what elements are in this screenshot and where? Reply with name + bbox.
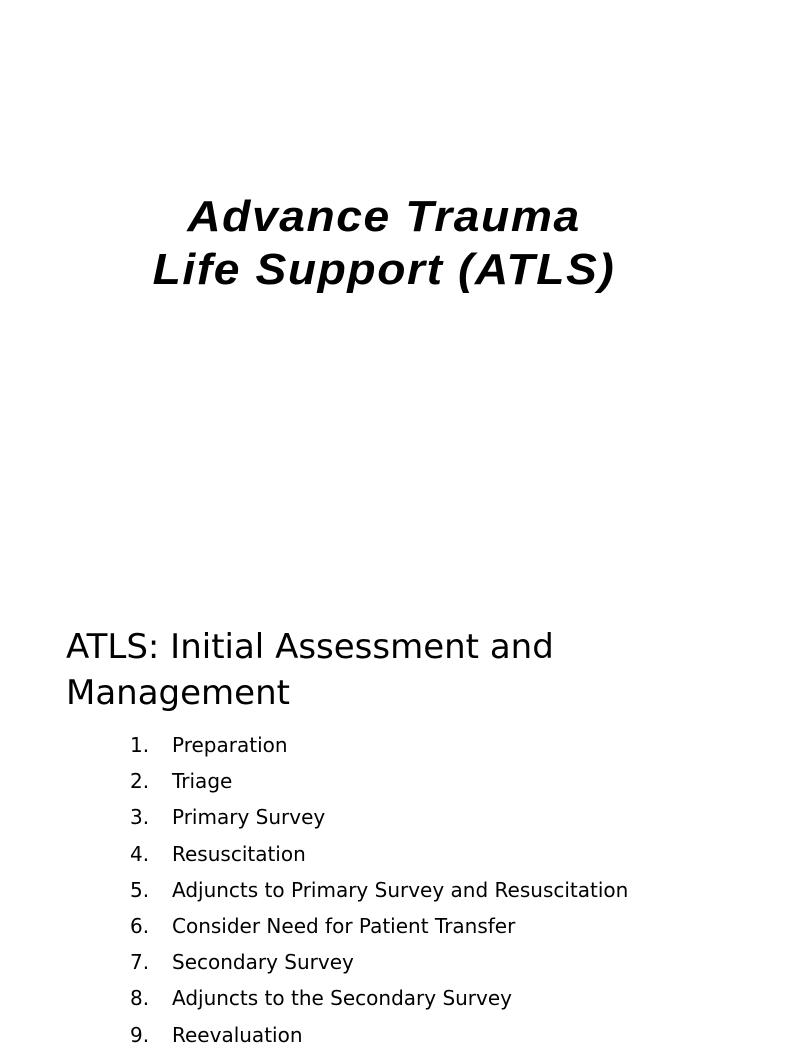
list-item: [130, 763, 628, 799]
content-title-line-1: ATLS: Initial Assessment and: [66, 627, 554, 667]
list-item-text: Adjuncts to Primary Survey and Resuscitation: [172, 877, 629, 902]
list-item-number: 1.: [130, 733, 150, 757]
slide-title-line-2: Life Support (ATLS): [152, 245, 616, 294]
list-item-text: Consider Need for Patient Transfer: [172, 914, 516, 939]
list-item: [130, 872, 628, 908]
content-title-line-2: Management: [66, 673, 290, 713]
content-slide-title: [66, 624, 706, 716]
list-item: [130, 727, 628, 763]
list-item-number: 6.: [130, 914, 150, 939]
list-item: [130, 799, 628, 835]
slide-title: [0, 190, 787, 296]
list-item: [130, 944, 628, 980]
list-item-text: Primary Survey: [172, 805, 326, 830]
list-item-text: Triage: [172, 769, 233, 794]
list-item: [130, 980, 628, 1016]
list-item-text: Secondary Survey: [172, 950, 354, 975]
list-item-text: Reevaluation: [172, 1022, 303, 1047]
list-item-number: 4.: [130, 841, 150, 866]
list-item-text: Resuscitation: [172, 841, 306, 866]
list-item-number: 5.: [130, 877, 150, 902]
list-item-number: 9.: [130, 1022, 150, 1047]
list-item-text: Preparation: [172, 733, 288, 757]
list-item: [130, 836, 628, 872]
list-item-number: 3.: [130, 805, 150, 830]
content-slide: [0, 576, 768, 1047]
list-item: [130, 908, 628, 944]
list-item-number: 8.: [130, 986, 150, 1011]
list-item-number: 2.: [130, 769, 150, 794]
list-item-text: Adjuncts to the Secondary Survey: [172, 986, 513, 1011]
list-item: [130, 1017, 628, 1053]
slide-title-line-1: Advance Trauma: [187, 192, 581, 241]
list-item-number: 7.: [130, 950, 150, 975]
steps-list: [130, 727, 628, 1053]
